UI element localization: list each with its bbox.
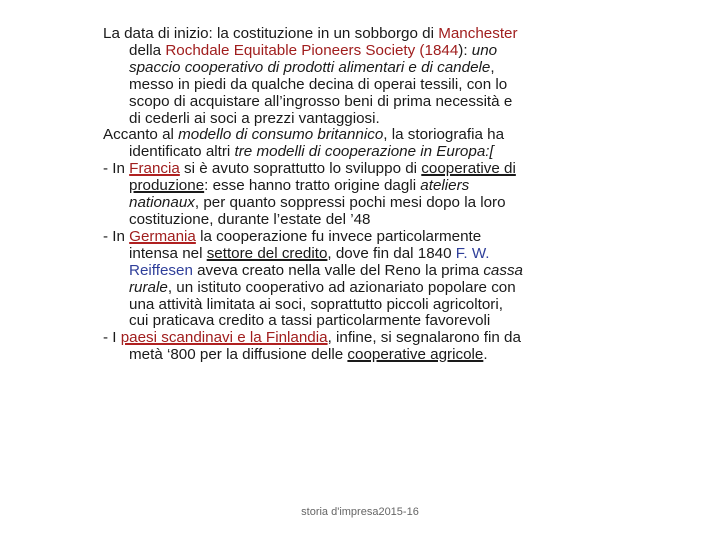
text-span: - I (103, 329, 121, 347)
text-span: Accanto al (103, 126, 179, 144)
paragraph-british-model (103, 127, 523, 161)
francia-link[interactable]: Francia (129, 160, 180, 178)
emphasis-text: tre modelli di cooperazione in Europa:[ (234, 143, 494, 161)
underlined-text: cooperative agricole (347, 346, 484, 364)
germania-link[interactable]: Germania (129, 227, 196, 245)
text-span: aveva creato nella valle del Reno la prima (192, 261, 484, 279)
text-span: , dove fin dal 1840 (327, 244, 456, 262)
emphasis-text: ateliers nationaux (129, 177, 470, 212)
text-span: , per quanto soppressi pochi mesi dopo la loro costituzione, durante l’estate del ’48 (129, 194, 506, 228)
text-span: della (129, 41, 166, 59)
manchester-text: Manchester (438, 25, 518, 42)
paesi-scandinavi-link[interactable]: paesi scandinavi e la Finlandia (120, 329, 328, 347)
text-span: ): (458, 41, 472, 59)
slide-body (103, 26, 523, 364)
paragraph-francia (103, 161, 523, 229)
text-span: , un istituto cooperativo ad azionariato popolare con una attività limitata ai soci, soprattutto piccoli agricoltori, cui praticava credito a tassi particolarmente favorevoli (129, 278, 516, 330)
text-span: , la storiografia ha identificato altri (129, 126, 505, 161)
text-span: , infine, si segnalarono fin da metà ‘800 per la diffusione delle (129, 329, 521, 364)
text-span: - In (103, 227, 130, 245)
emphasis-text: modello di consumo britannico (178, 126, 384, 144)
text-span: - In (103, 160, 130, 178)
paragraph-scandinavia (103, 330, 523, 364)
underlined-text: cooperative di produzione (129, 160, 516, 195)
text-span: , messo in piedi da qualche decina di operai tessili, con lo scopo di acquistare all’ingrosso beni di prima necessità e di cederli ai soci a prezzi vantaggiosi. (129, 58, 513, 127)
slide-footer: storia d'impresa2015-16 (301, 506, 419, 518)
paragraph-rochdale (103, 26, 523, 127)
rochdale-society-text: Rochdale Equitable Pioneers Society (1844 (165, 41, 459, 59)
text-span: . (483, 346, 488, 364)
text-span: la cooperazione fu invece particolarmente intensa nel (129, 227, 482, 262)
emphasis-text: cassa rurale (129, 261, 523, 296)
text-span: La data di inizio: la costituzione in un sobborgo di (103, 25, 439, 42)
emphasis-text: uno spaccio cooperativo di prodotti alimentari e di candele (129, 41, 498, 76)
paragraph-germania (103, 229, 523, 330)
text-span: si è avuto soprattutto lo sviluppo di (179, 160, 422, 178)
underlined-text: settore del credito (206, 244, 328, 262)
text-span: : esse hanno tratto origine dagli (204, 177, 421, 195)
reiffesen-text: F. W. Reiffesen (129, 244, 490, 279)
